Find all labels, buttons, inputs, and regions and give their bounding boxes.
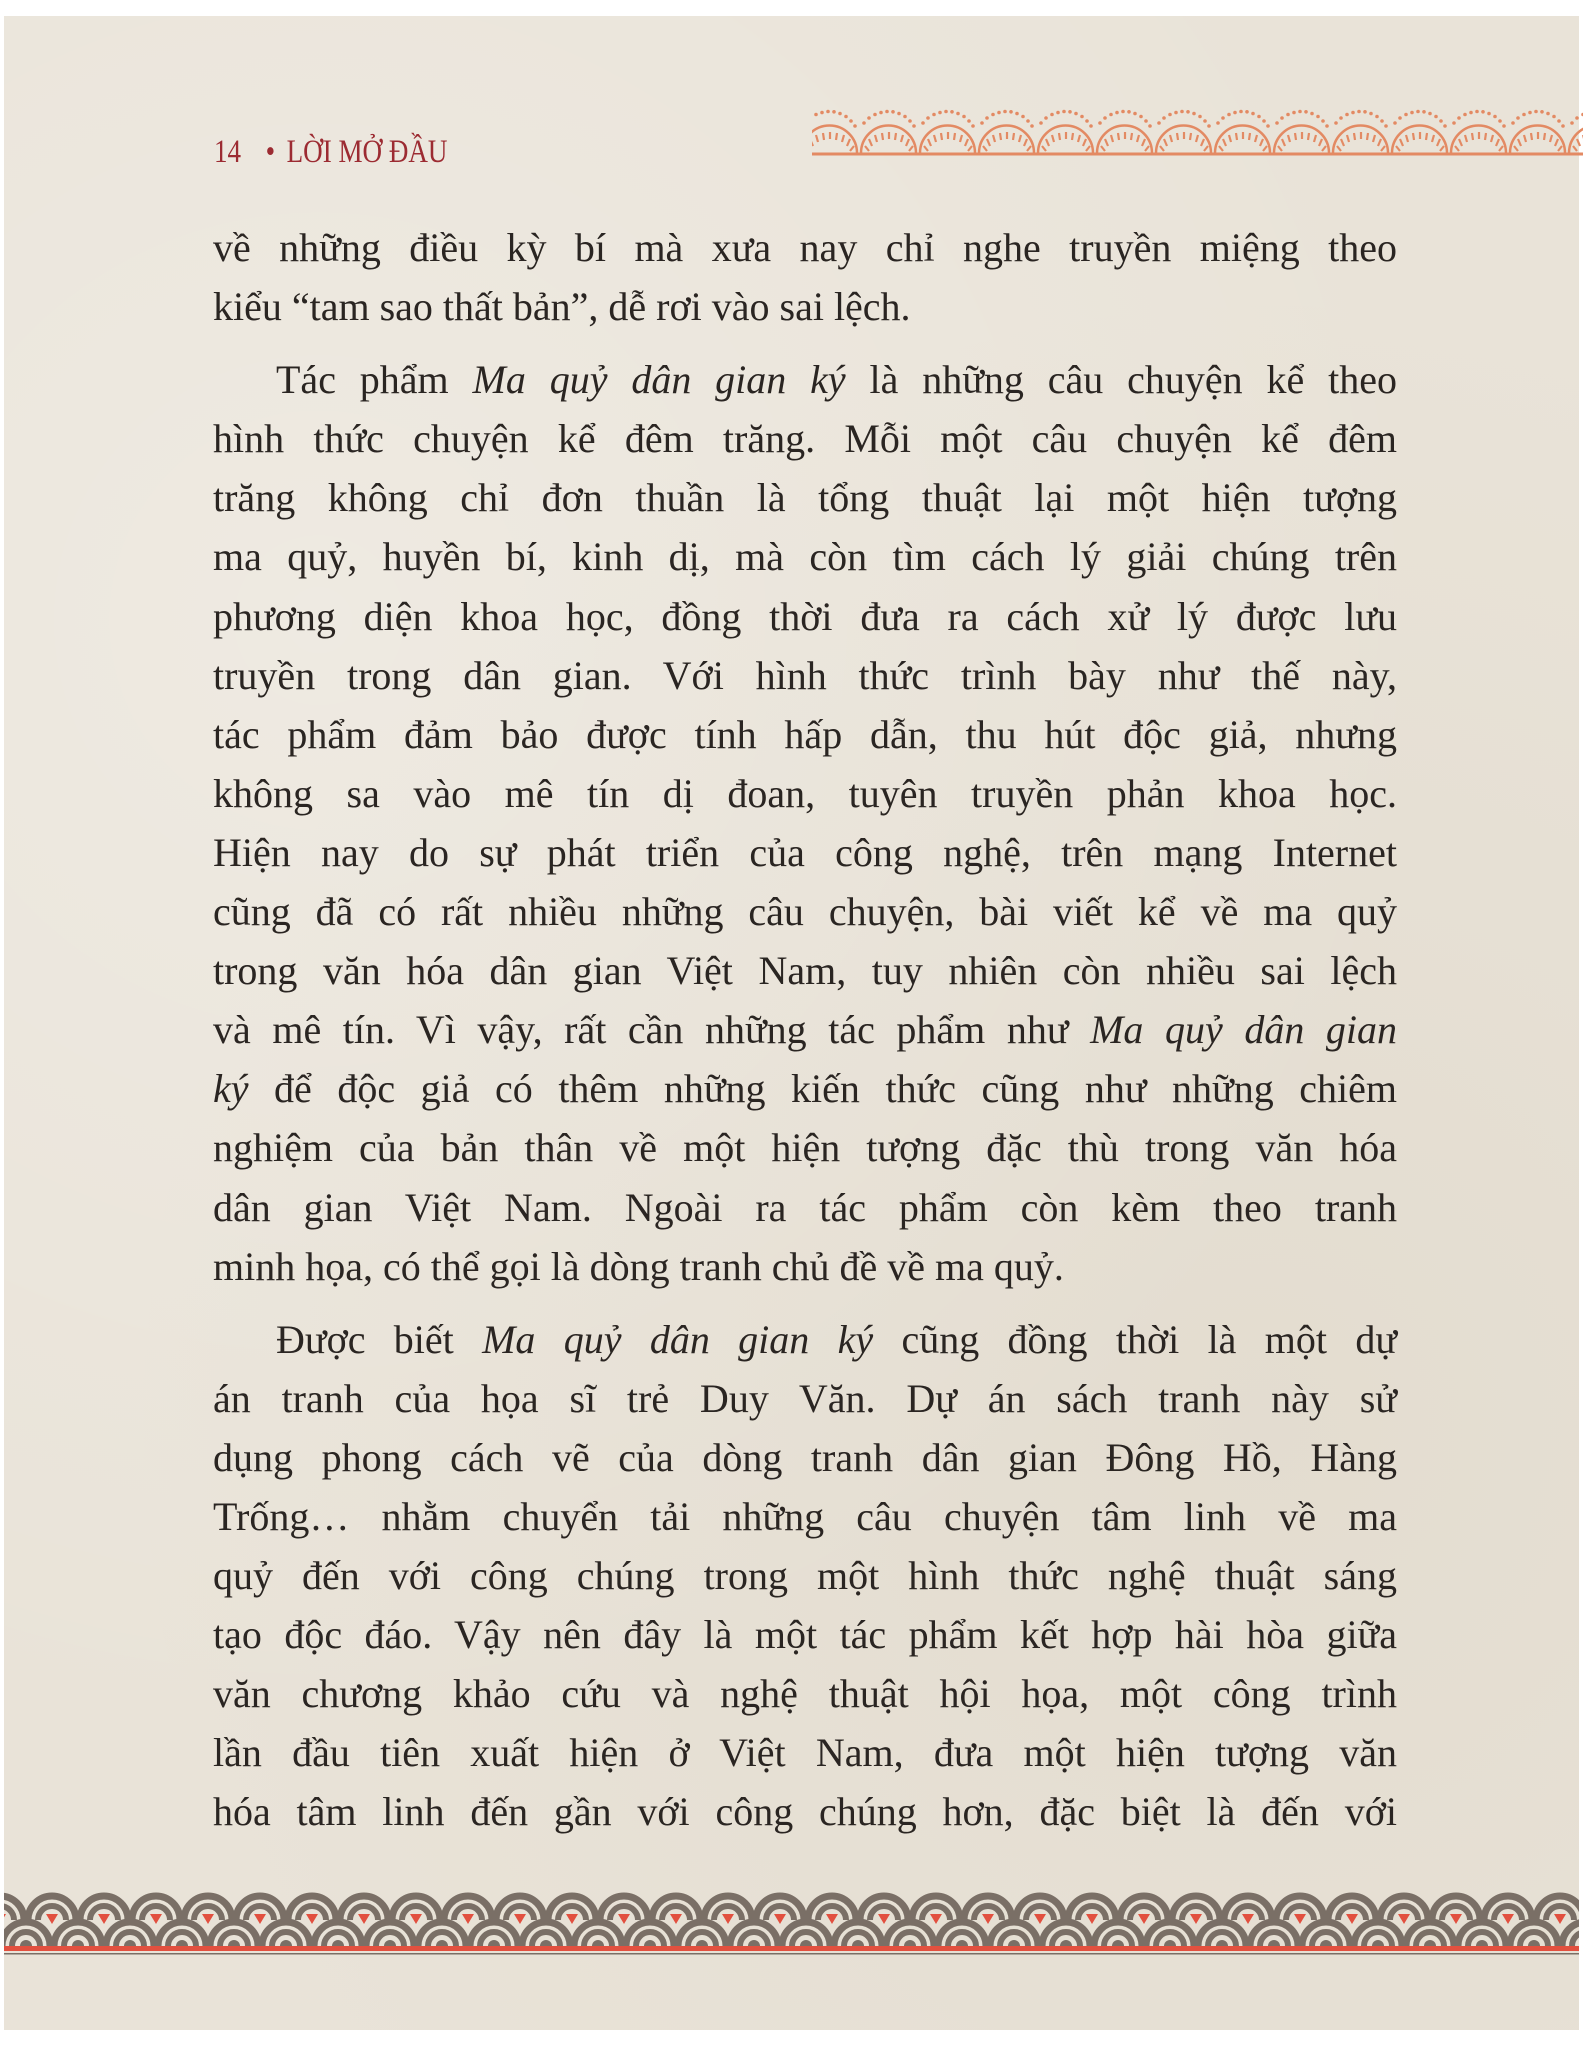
text-line — [213, 941, 1397, 1000]
text-line — [213, 882, 1397, 941]
text-line — [213, 218, 1397, 277]
text-line — [213, 1428, 1397, 1487]
text-run: lần đầu tiên xuất hiện ở Việt Nam, đưa một hiện tượng văn — [213, 1730, 1397, 1776]
text-run: cũng đã có rất nhiều những câu chuyện, bài viết kể về ma quỷ — [213, 889, 1397, 935]
header-bullet: • — [265, 134, 276, 170]
text-run: Trống… nhằm chuyển tải những câu chuyện tâm linh về ma — [213, 1493, 1397, 1539]
text-line — [213, 1782, 1397, 1841]
text-line — [213, 1605, 1397, 1664]
text-run: kiểu “tam sao thất bản”, dễ rơi vào sai lệch. — [213, 284, 911, 330]
text-line — [213, 764, 1397, 823]
text-run: cũng đồng thời là một dự — [873, 1316, 1397, 1362]
text-line — [213, 1178, 1397, 1237]
text-run: không sa vào mê tín dị đoan, tuyên truyền phản khoa học. — [213, 770, 1397, 816]
section-title: LỜI MỞ ĐẦU — [286, 134, 448, 170]
text-line — [213, 468, 1397, 527]
running-header — [214, 134, 447, 171]
text-run: nghiệm của bản thân về một hiện tượng đặc thù trong văn hóa — [213, 1125, 1397, 1171]
text-line — [213, 705, 1397, 764]
paragraph — [213, 350, 1397, 1296]
text-line — [213, 527, 1397, 586]
italic-title: Ma quỷ dân gian ký — [482, 1316, 874, 1362]
text-run: hình thức chuyện kể đêm trăng. Mỗi một câu chuyện kể đêm — [213, 416, 1397, 462]
page-number: 14 — [214, 134, 242, 170]
text-run: tạo độc đáo. Vậy nên đây là một tác phẩm kết hợp hài hòa giữa — [213, 1612, 1397, 1658]
text-run: để độc giả có thêm những kiến thức cũng như những chiêm — [248, 1066, 1397, 1112]
text-run: dụng phong cách vẽ của dòng tranh dân gian Đông Hồ, Hàng — [213, 1434, 1397, 1480]
text-line — [213, 646, 1397, 705]
text-line — [213, 350, 1397, 409]
text-run: truyền trong dân gian. Với hình thức trình bày như thế này, — [213, 652, 1397, 698]
top-sunburst-ornament — [800, 106, 1583, 160]
text-run: Được biết — [276, 1316, 483, 1362]
text-line — [213, 1118, 1397, 1177]
text-run: văn chương khảo cứu và nghệ thuật hội họa, một công trình — [213, 1671, 1397, 1717]
text-line — [213, 1664, 1397, 1723]
italic-title: Ma quỷ dân gian — [1090, 1007, 1398, 1053]
text-line — [213, 1000, 1397, 1059]
text-run: Hiện nay do sự phát triển của công nghệ, trên mạng Internet — [213, 829, 1397, 875]
bottom-wave-ornament — [0, 1890, 1583, 1970]
text-run: tác phẩm đảm bảo được tính hấp dẫn, thu hút độc giả, nhưng — [213, 711, 1397, 757]
paragraph — [213, 218, 1397, 336]
text-run: quỷ đến với công chúng trong một hình thức nghệ thuật sáng — [213, 1553, 1397, 1599]
text-line — [213, 1723, 1397, 1782]
text-run: ma quỷ, huyền bí, kinh dị, mà còn tìm cách lý giải chúng trên — [213, 534, 1397, 580]
text-line — [213, 1059, 1397, 1118]
text-run: trong văn hóa dân gian Việt Nam, tuy nhiên còn nhiều sai lệch — [213, 948, 1397, 994]
text-line — [213, 1369, 1397, 1428]
text-run: là những câu chuyện kể theo — [845, 357, 1398, 403]
text-run: Tác phẩm — [276, 357, 473, 403]
text-line — [213, 1237, 1397, 1296]
text-run: phương diện khoa học, đồng thời đưa ra cách xử lý được lưu — [213, 593, 1397, 639]
text-run: trăng không chỉ đơn thuần là tổng thuật lại một hiện tượng — [213, 475, 1397, 521]
text-run: hóa tâm linh đến gần với công chúng hơn, đặc biệt là đến với — [213, 1789, 1397, 1835]
text-line — [213, 277, 1397, 336]
text-run: và mê tín. Vì vậy, rất cần những tác phẩm như — [213, 1007, 1091, 1053]
italic-title: ký — [213, 1066, 249, 1112]
text-line — [213, 409, 1397, 468]
text-run: về những điều kỳ bí mà xưa nay chỉ nghe truyền miệng theo — [213, 225, 1397, 270]
text-run: minh họa, có thể gọi là dòng tranh chủ đề về ma quỷ. — [213, 1243, 1064, 1289]
paragraph — [213, 1310, 1397, 1842]
text-line — [213, 823, 1397, 882]
text-line — [213, 1546, 1397, 1605]
italic-title: Ma quỷ dân gian ký — [472, 357, 846, 403]
text-line — [213, 1310, 1397, 1369]
text-run: dân gian Việt Nam. Ngoài ra tác phẩm còn kèm theo tranh — [213, 1184, 1397, 1230]
body-text — [213, 218, 1397, 1842]
text-line — [213, 587, 1397, 646]
text-line — [213, 1487, 1397, 1546]
text-run: án tranh của họa sĩ trẻ Duy Văn. Dự án sách tranh này sử — [213, 1375, 1397, 1421]
